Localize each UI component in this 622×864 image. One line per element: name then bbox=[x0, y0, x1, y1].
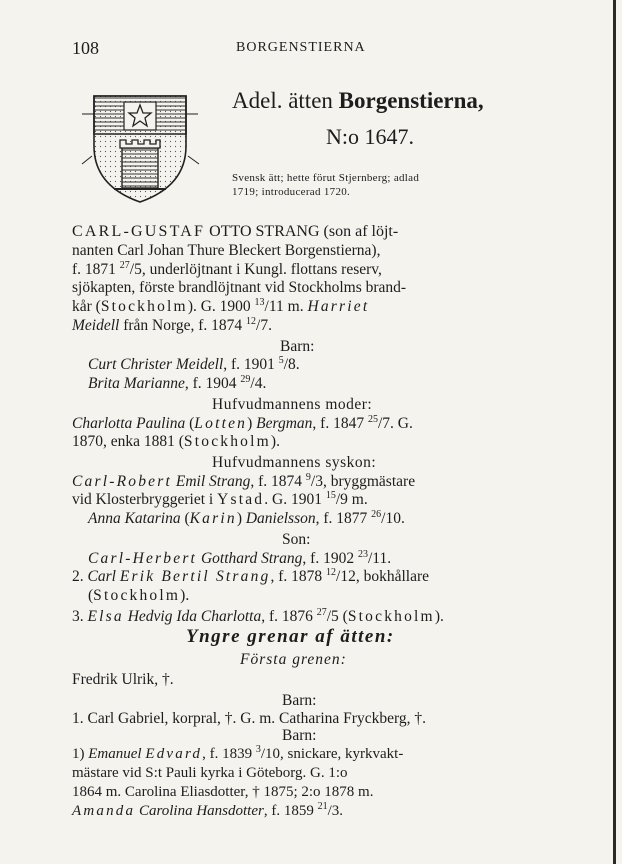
section-heading: Barn: bbox=[280, 337, 315, 355]
text-line: Carl-Herbert Gotthard Strang, f. 1902 $^{23}$/11. bbox=[88, 548, 392, 567]
text-line: Fredrik Ulrik, †. bbox=[72, 671, 174, 689]
family-note-line-2: 1719; introducerad 1720. bbox=[232, 186, 351, 198]
family-note-line-1: Svensk ätt; hette förut Stjernberg; adlad bbox=[232, 172, 420, 184]
branch-heading: Yngre grenar af ätten: bbox=[186, 626, 395, 648]
text-line: Brita Marianne, f. 1904 $^{29}$/4. bbox=[88, 374, 267, 393]
text-line: sjökapten, förste brandlöjtnant vid Stockholms brand- bbox=[72, 279, 407, 297]
text-line: Meidell från Norge, f. 1874 $^{12}$/7. bbox=[72, 316, 272, 335]
text-line: Anna Katarina (Karin) Danielsson, f. 1877 $^{26}$/10. bbox=[88, 509, 405, 528]
text-line: 3. Elsa Hedvig Ida Charlotta, f. 1876 $^{27}$/5 (Stockholm). bbox=[72, 606, 444, 625]
text-line: CARL-GUSTAF OTTO STRANG (son af löjt- bbox=[72, 223, 399, 240]
text-line: Carl-Robert Emil Strang, f. 1874 $^9$/3, bryggmästare bbox=[72, 471, 416, 490]
text-line: f. 1871 $^{27}$/5, underlöjtnant i Kungl. flottans reserv, bbox=[72, 259, 382, 278]
text-line: 1864 m. Carolina Eliasdotter, † 1875; 2:o 1878 m. bbox=[72, 783, 374, 800]
text-line: 1870, enka 1881 (Stockholm). bbox=[72, 433, 280, 451]
running-title: BORGENSTIERNA bbox=[236, 40, 366, 55]
section-heading: Son: bbox=[282, 530, 311, 548]
family-number: N:o 1647. bbox=[326, 124, 414, 149]
section-heading: Barn: bbox=[282, 727, 317, 745]
text-line: (Stockholm). bbox=[88, 587, 190, 605]
family-title: Adel. ätten Borgenstierna, bbox=[232, 88, 484, 113]
branch-subheading: Första grenen: bbox=[240, 650, 347, 668]
section-heading: Hufvudmannens moder: bbox=[212, 395, 373, 413]
text-line: mästare vid S:t Pauli kyrka i Göteborg. G. 1:o bbox=[72, 764, 348, 781]
text-line: 1) Emanuel Edvard, f. 1839 $^3$/10, snickare, kyrkvakt- bbox=[72, 743, 404, 762]
section-heading: Barn: bbox=[282, 691, 317, 709]
text-line: vid Klosterbryggeriet i Ystad. G. 1901 $^{15}$/9 m. bbox=[72, 490, 368, 509]
text-line: kår (Stockholm). G. 1900 $^{13}$/11 m. Harriet bbox=[72, 297, 370, 316]
text-line: 1. Carl Gabriel, korpral, †. G. m. Catharina Fryckberg, †. bbox=[72, 710, 426, 728]
section-heading: Hufvudmannens syskon: bbox=[212, 453, 377, 471]
family-name: Borgenstierna, bbox=[338, 88, 484, 113]
page-edge bbox=[613, 0, 616, 864]
text-line: 2. Carl Erik Bertil Strang, f. 1878 $^{12}$/12, bokhållare bbox=[72, 567, 430, 586]
text-line: Curt Christer Meidell, f. 1901 $^5$/8. bbox=[88, 355, 300, 374]
page-number: 108 bbox=[72, 38, 99, 58]
text-line: Charlotta Paulina (Lotten) Bergman, f. 1847 $^{25}$/7. G. bbox=[72, 413, 413, 432]
coat-of-arms-icon bbox=[78, 84, 203, 209]
text-line: Amanda Carolina Hansdotter, f. 1859 $^{21}$/3. bbox=[72, 800, 343, 819]
text-line: nanten Carl Johan Thure Bleckert Borgenstierna), bbox=[72, 241, 381, 259]
